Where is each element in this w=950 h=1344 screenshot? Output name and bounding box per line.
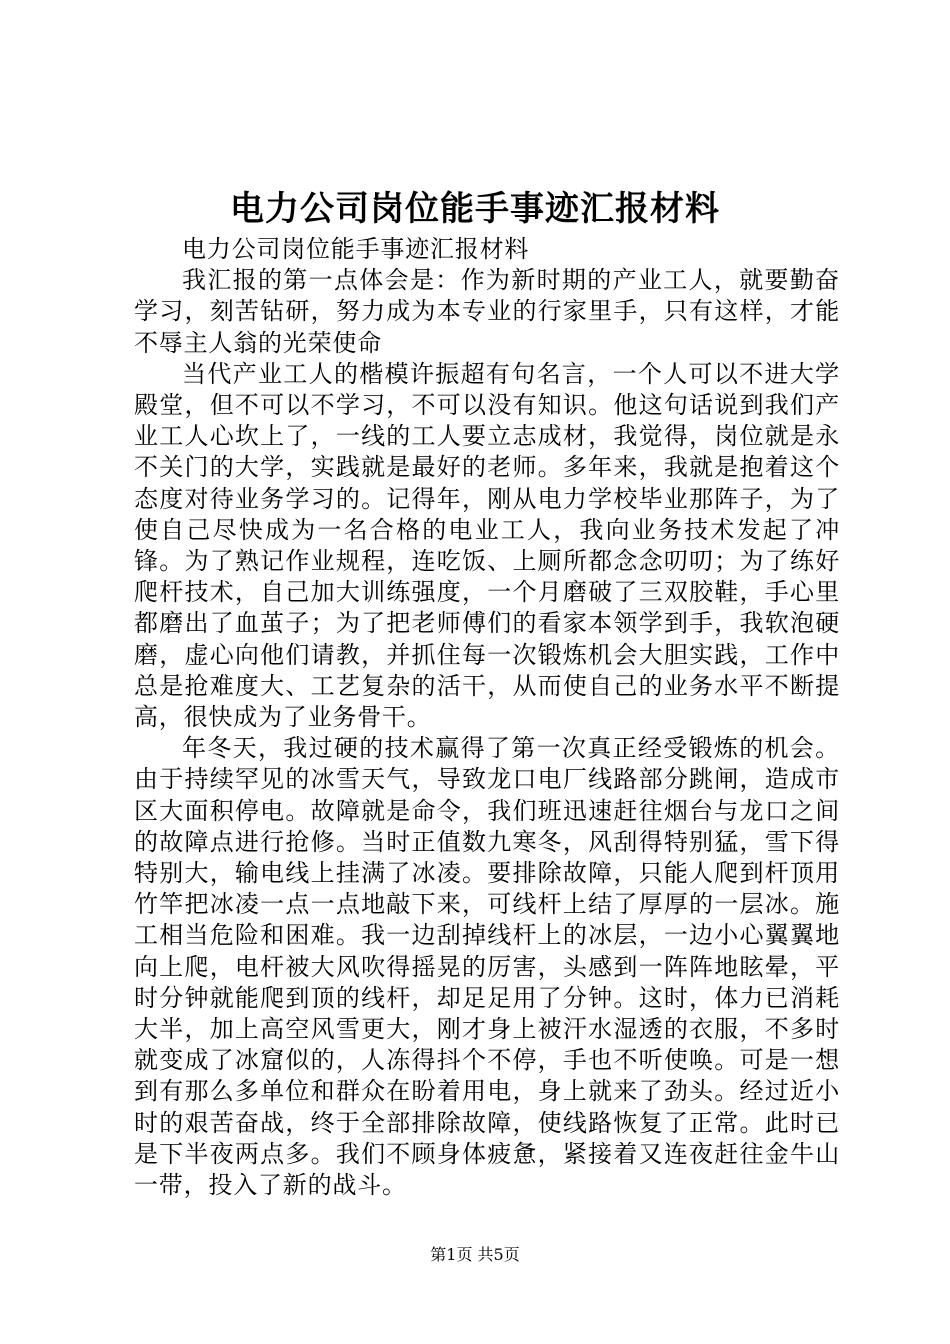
document-body [134, 234, 840, 1201]
document-title: 电力公司岗位能手事迹汇报材料 [230, 189, 720, 229]
page-number-footer: 第1页 共5页 [430, 1245, 520, 1264]
paragraph-study-experience: 当代产业工人的楷模许振超有句名言，一个人可以不进大学殿堂，但不可以不学习，不可以没有知识。他这句话说到我们产业工人心坎上了，一线的工人要立志成材，我觉得，岗位就是永不关门的大学，实践就是最好的老师。多年来，我就是抱着这个态度对待业务学习的。记得年，刚从电力学校毕业那阵子，为了使自己尽快成为一名合格的电业工人，我向业务技术发起了冲锋。为了熟记作业规程，连吃饭、上厕所都念念叨叨；为了练好爬杆技术，自己加大训练强度，一个月磨破了三双胶鞋，手心里都磨出了血茧子；为了把老师傅们的看家本领学到手，我软泡硬磨，虚心向他们请教，并抓住每一次锻炼机会大胆实践，工作中总是抢难度大、工艺复杂的活干，从而使自己的业务水平不断提高，很快成为了业务骨干。 [134, 359, 840, 732]
paragraph-first-point: 我汇报的第一点体会是：作为新时期的产业工人，就要勤奋学习，刻苦钻研，努力成为本专业的行家里手，只有这样，才能不辱主人翁的光荣使命 [134, 266, 840, 357]
paragraph-winter-repair: 年冬天，我过硬的技术赢得了第一次真正经受锻炼的机会。由于持续罕见的冰雪天气，导致龙口电厂线路部分跳闸，造成市区大面积停电。故障就是命令，我们班迅速赶往烟台与龙口之间的故障点进行抢修。当时正值数九寒冬，风刮得特别猛，雪下得特别大，输电线上挂满了冰凌。要排除故障，只能人爬到杆顶用竹竿把冰凌一点一点地敲下来，可线杆上结了厚厚的一层冰。施工相当危险和困难。我一边刮掉线杆上的冰层，一边小心翼翼地向上爬，电杆被大风吹得摇晃的厉害，头感到一阵阵地眩晕，平时分钟就能爬到顶的线杆，却足足用了分钟。这时，体力已消耗大半，加上高空风雪更大，刚才身上被汗水湿透的衣服，不多时就变成了冰窟似的，人冻得抖个不停，手也不听使唤。可是一想到有那么多单位和群众在盼着用电，身上就来了劲头。经过近小时的艰苦奋战，终于全部排除故障，使线路恢复了正常。此时已是下半夜两点多。我们不顾身体疲惫，紧接着又连夜赶往金牛山一带，投入了新的战斗。 [134, 734, 840, 1200]
paragraph-subtitle: 电力公司岗位能手事迹汇报材料 [182, 235, 530, 263]
